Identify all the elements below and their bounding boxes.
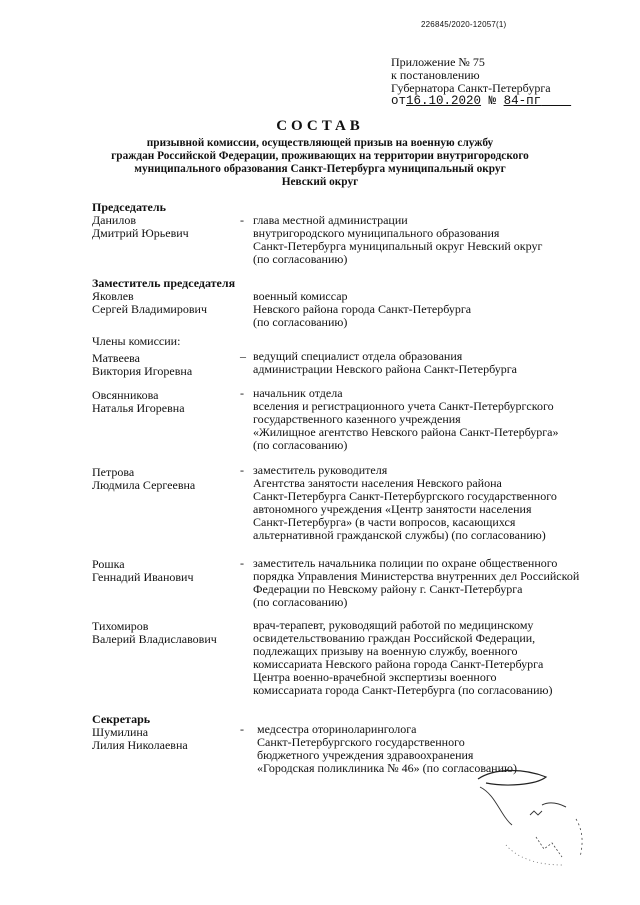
appendix-date-line — [391, 95, 571, 108]
position-line: Санкт-Петербурга» (в части вопросов, касающихся — [253, 515, 516, 529]
position-line: внутригородского муниципального образования — [253, 226, 500, 240]
person-surname: Яковлев — [92, 289, 134, 303]
dash: - — [240, 556, 244, 570]
person-name — [92, 558, 194, 584]
position-line: медсестра оториноларинголога — [257, 722, 417, 736]
position-line: порядка Управления Министерства внутренних дел Российской — [253, 569, 580, 583]
position-line: Федерации по Невскому району г. Санкт-Петербурга — [253, 582, 523, 596]
position-line: заместитель начальника полиции по охране общественного — [253, 556, 558, 570]
position-line: «Жилищное агентство Невского района Санкт-Петербурга» — [253, 425, 559, 439]
person-position — [253, 290, 471, 329]
position-line: начальник отдела — [253, 386, 343, 400]
position-line: подлежащих призыву на военную службу, военного — [253, 644, 518, 658]
position-line: освидетельствованию граждан Российской Федерации, — [253, 631, 536, 645]
position-line: автономного учреждения «Центр занятости населения — [253, 502, 532, 516]
person-name — [92, 290, 207, 316]
position-line: Центра военно-врачебной экспертизы военного — [253, 670, 497, 684]
dash: – — [240, 349, 246, 363]
document-title: СОСТАВ — [276, 118, 364, 134]
position-line: заместитель руководителя — [253, 463, 388, 477]
position-line: Невского района города Санкт-Петербурга — [253, 302, 472, 316]
position-line: Агентства занятости населения Невского района — [253, 476, 502, 490]
position-line: бюджетного учреждения здравоохранения — [257, 748, 474, 762]
dash: - — [240, 213, 244, 227]
person-position — [253, 350, 517, 376]
position-line: комиссариата города Санкт-Петербурга (по согласованию) — [253, 683, 553, 697]
appendix-number: Приложение № 75 — [391, 55, 485, 69]
subtitle-line: граждан Российской Федерации, проживающих на территории внутригородского — [111, 150, 529, 162]
person-surname: Матвеева — [92, 351, 141, 365]
subtitle-line: муниципального образования Санкт-Петербурга муниципальный округ — [134, 163, 506, 175]
resolution-date: 16.10.2020 — [406, 94, 482, 108]
position-line: врач-терапевт, руководящий работой по медицинскому — [253, 618, 534, 632]
person-given-name: Людмила Сергеевна — [92, 478, 196, 492]
person-given-name: Валерий Владиславович — [92, 632, 217, 646]
dash: - — [240, 386, 244, 400]
person-given-name: Лилия Николаевна — [92, 738, 188, 752]
appendix-block — [391, 56, 571, 108]
position-line: администрации Невского района Санкт-Петербурга — [253, 362, 517, 376]
person-name — [92, 352, 192, 378]
position-line: Санкт-Петербурга муниципальный округ Невский округ — [253, 239, 543, 253]
person-position — [253, 464, 557, 542]
person-surname: Данилов — [92, 213, 137, 227]
section-deputy: Заместитель председателя — [92, 276, 236, 290]
section-secretary: Секретарь — [92, 712, 151, 726]
person-given-name: Виктория Игоревна — [92, 364, 193, 378]
person-surname: Овсянникова — [92, 388, 159, 402]
dash: - — [240, 722, 244, 736]
person-surname: Рошка — [92, 557, 125, 571]
position-line: (по согласованию) — [253, 252, 348, 266]
person-given-name: Наталья Игоревна — [92, 401, 185, 415]
position-line: государственного казенного учреждения — [253, 412, 461, 426]
section-members: Члены комиссии: — [92, 334, 181, 348]
subtitle-line: призывной комиссии, осуществляющей призыв на военную службу — [146, 137, 494, 149]
person-name — [92, 620, 217, 646]
dash: - — [240, 463, 244, 477]
person-surname: Шумилина — [92, 725, 149, 739]
subtitle-line: Невский округ — [281, 176, 359, 188]
position-line: ведущий специалист отдела образования — [253, 349, 463, 363]
person-surname: Тихомиров — [92, 619, 149, 633]
person-position — [253, 387, 558, 452]
appendix-to-resolution: к постановлению — [391, 68, 480, 82]
appendix-governor: Губернатора Санкт-Петербурга — [391, 81, 551, 95]
position-line: (по согласованию) — [253, 595, 348, 609]
position-line: комиссариата Невского района города Санкт-Петербурга — [253, 657, 544, 671]
position-line: «Городская поликлиника № 46» (по согласованию) — [257, 761, 517, 775]
person-given-name: Геннадий Иванович — [92, 570, 194, 584]
person-position — [253, 214, 542, 266]
position-line: (по согласованию) — [253, 315, 348, 329]
position-line: альтернативной гражданской службы) (по согласованию) — [253, 528, 546, 542]
person-name — [92, 726, 188, 752]
position-line: вселения и регистрационного учета Санкт-Петербургского — [253, 399, 554, 413]
position-line: глава местной администрации — [253, 213, 408, 227]
person-position — [253, 557, 579, 609]
section-chairman: Председатель — [92, 200, 166, 214]
number-label: № — [488, 94, 497, 108]
person-position — [253, 619, 552, 697]
position-line: Санкт-Петербурга Санкт-Петербургского государственного — [253, 489, 557, 503]
person-name — [92, 466, 195, 492]
date-prefix: от — [391, 94, 407, 108]
person-given-name: Сергей Владимирович — [92, 302, 207, 316]
person-name — [92, 214, 189, 240]
position-line: (по согласованию) — [253, 438, 348, 452]
position-line: военный комиссар — [253, 289, 348, 303]
signature-stamp-mark — [466, 765, 606, 875]
position-line: Санкт-Петербургского государственного — [257, 735, 465, 749]
person-surname: Петрова — [92, 465, 135, 479]
resolution-number: 84-пг — [503, 94, 542, 108]
document-number: 226845/2020-12057(1) — [421, 20, 507, 29]
document-subtitle — [0, 137, 640, 189]
person-given-name: Дмитрий Юрьевич — [92, 226, 189, 240]
person-name — [92, 389, 185, 415]
